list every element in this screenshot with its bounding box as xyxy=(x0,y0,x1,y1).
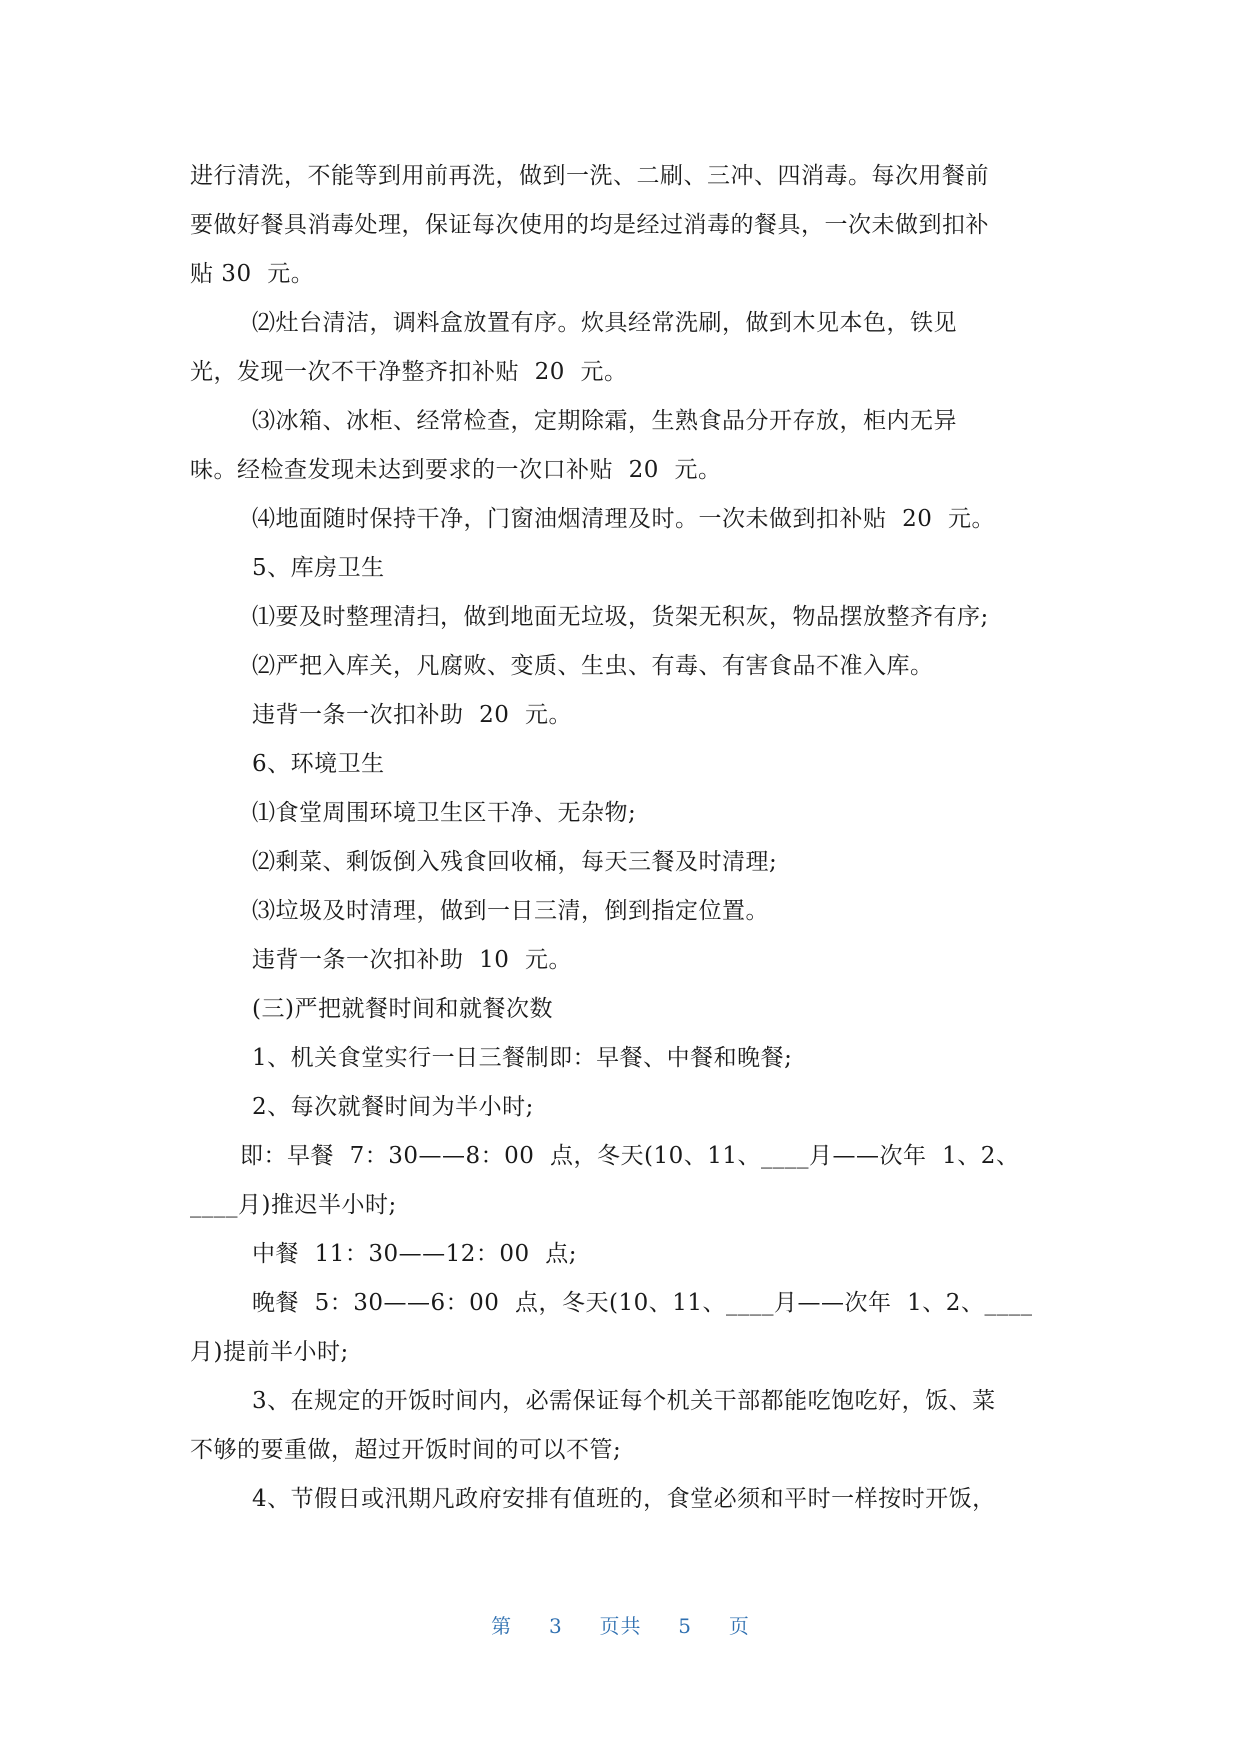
text-line: 3、在规定的开饭时间内，必需保证每个机关干部都能吃饱吃好，饭、菜 xyxy=(252,1388,996,1414)
footer-page-number: 3 xyxy=(548,1614,563,1638)
text-line: (三)严把就餐时间和就餐次数 xyxy=(252,996,553,1022)
text-line: 月)提前半小时; xyxy=(190,1339,349,1365)
footer-prefix: 第 xyxy=(491,1614,513,1638)
footer-suffix: 页 xyxy=(728,1614,750,1638)
footer-middle: 页共 xyxy=(599,1614,642,1638)
text-line: 4、节假日或汛期凡政府安排有值班的，食堂必须和平时一样按时开饭， xyxy=(252,1486,996,1512)
text-line: 5、库房卫生 xyxy=(252,555,385,581)
text-line: 1、机关食堂实行一日三餐制即：早餐、中餐和晚餐; xyxy=(252,1045,793,1071)
text-line: ⑷地面随时保持干净，门窗油烟清理及时。一次未做到扣补贴 20 元。 xyxy=(252,506,996,532)
text-line: 违背一条一次扣补助 10 元。 xyxy=(252,947,573,973)
text-line: 中餐 11：30——12：00 点; xyxy=(252,1241,578,1267)
text-line: 进行清洗，不能等到用前再洗，做到一洗、二刷、三冲、四消毒。每次用餐前 xyxy=(190,163,989,189)
text-line: 即：早餐 7：30——8：00 点，冬天(10、11、____月——次年 1、2、 xyxy=(240,1143,1020,1169)
footer-total-pages: 5 xyxy=(678,1614,693,1638)
text-line: 晚餐 5：30——6：00 点，冬天(10、11、____月——次年 1、2、____ xyxy=(252,1290,1033,1316)
text-line: 贴 30 元。 xyxy=(190,261,315,287)
text-line: ⑶垃圾及时清理，做到一日三清，倒到指定位置。 xyxy=(252,898,769,924)
text-line: ⑴食堂周围环境卫生区干净、无杂物; xyxy=(252,800,637,826)
text-line: ____月)推迟半小时; xyxy=(190,1192,397,1218)
text-line: 味。经检查发现未达到要求的一次口补贴 20 元。 xyxy=(190,457,722,483)
text-line: 光，发现一次不干净整齐扣补贴 20 元。 xyxy=(190,359,628,385)
text-line: 2、每次就餐时间为半小时; xyxy=(252,1094,534,1120)
text-line: ⑴要及时整理清扫，做到地面无垃圾，货架无积灰，物品摆放整齐有序; xyxy=(252,604,989,630)
text-line: ⑵严把入库关，凡腐败、变质、生虫、有毒、有害食品不准入库。 xyxy=(252,653,934,679)
text-line: ⑶冰箱、冰柜、经常检查，定期除霜，生熟食品分开存放，柜内无异 xyxy=(252,408,957,434)
document-body xyxy=(190,152,1060,1524)
text-line: 要做好餐具消毒处理，保证每次使用的均是经过消毒的餐具，一次未做到扣补 xyxy=(190,212,989,238)
page-footer xyxy=(0,1610,1241,1639)
text-line: ⑵灶台清洁，调料盒放置有序。炊具经常洗刷，做到木见本色，铁见 xyxy=(252,310,957,336)
text-line: 违背一条一次扣补助 20 元。 xyxy=(252,702,573,728)
text-line: ⑵剩菜、剩饭倒入残食回收桶，每天三餐及时清理; xyxy=(252,849,778,875)
text-line: 6、环境卫生 xyxy=(252,751,385,777)
text-line: 不够的要重做，超过开饭时间的可以不管; xyxy=(190,1437,622,1463)
